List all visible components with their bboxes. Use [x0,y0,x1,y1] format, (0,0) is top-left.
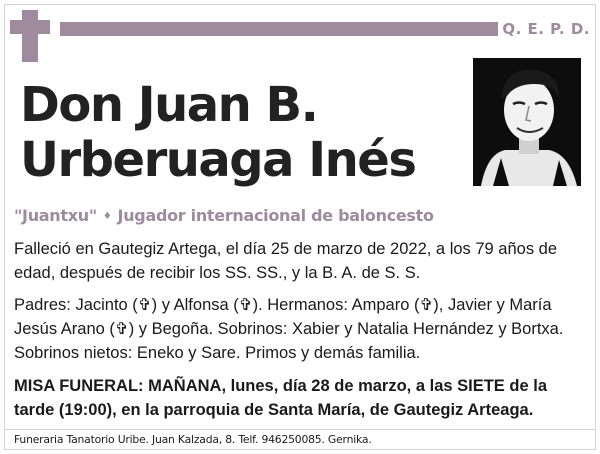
deceased-name [20,78,415,188]
death-paragraph: Falleció en Gautegiz Artega, el día 25 de marzo de 2022, a los 79 años de edad, después de recibir los SS. SS., y la B. A. de S. S. [14,240,558,282]
description: Jugador internacional de baloncesto [117,206,434,225]
subtitle [14,206,434,225]
footer-divider [4,429,596,430]
funeral-paragraph: MISA FUNERAL: MAÑANA, lunes, día 28 de marzo, a las SIETE de la tarde (19:00), en la parroquia de Santa María, de Gautegiz Arteaga. [14,377,547,419]
header-bar [60,22,498,36]
family-paragraph: Padres: Jacinto (✞) y Alfonsa (✞). Hermanos: Amparo (✞), Javier y María Jesús Arano (✞) y Begoña. Sobrinos: Xabier y Natalia Hernández y Bortxa. Sobrinos nietos: Eneko y Sare. Primos y demás familia. [14,296,564,362]
qepd-label: Q. E. P. D. [502,20,590,38]
nickname: "Juantxu" [14,206,97,225]
portrait-photo [473,58,581,186]
name-line-1: Don Juan B. [20,77,318,133]
portrait-illustration [473,58,581,186]
name-line-2: Urberuaga Inés [20,132,416,188]
diamond-separator-icon: ♦ [102,211,112,222]
funeral-home-footer: Funeraria Tanatorio Uribe. Juan Kalzada, 8. Telf. 946250085. Gernika. [14,433,372,446]
